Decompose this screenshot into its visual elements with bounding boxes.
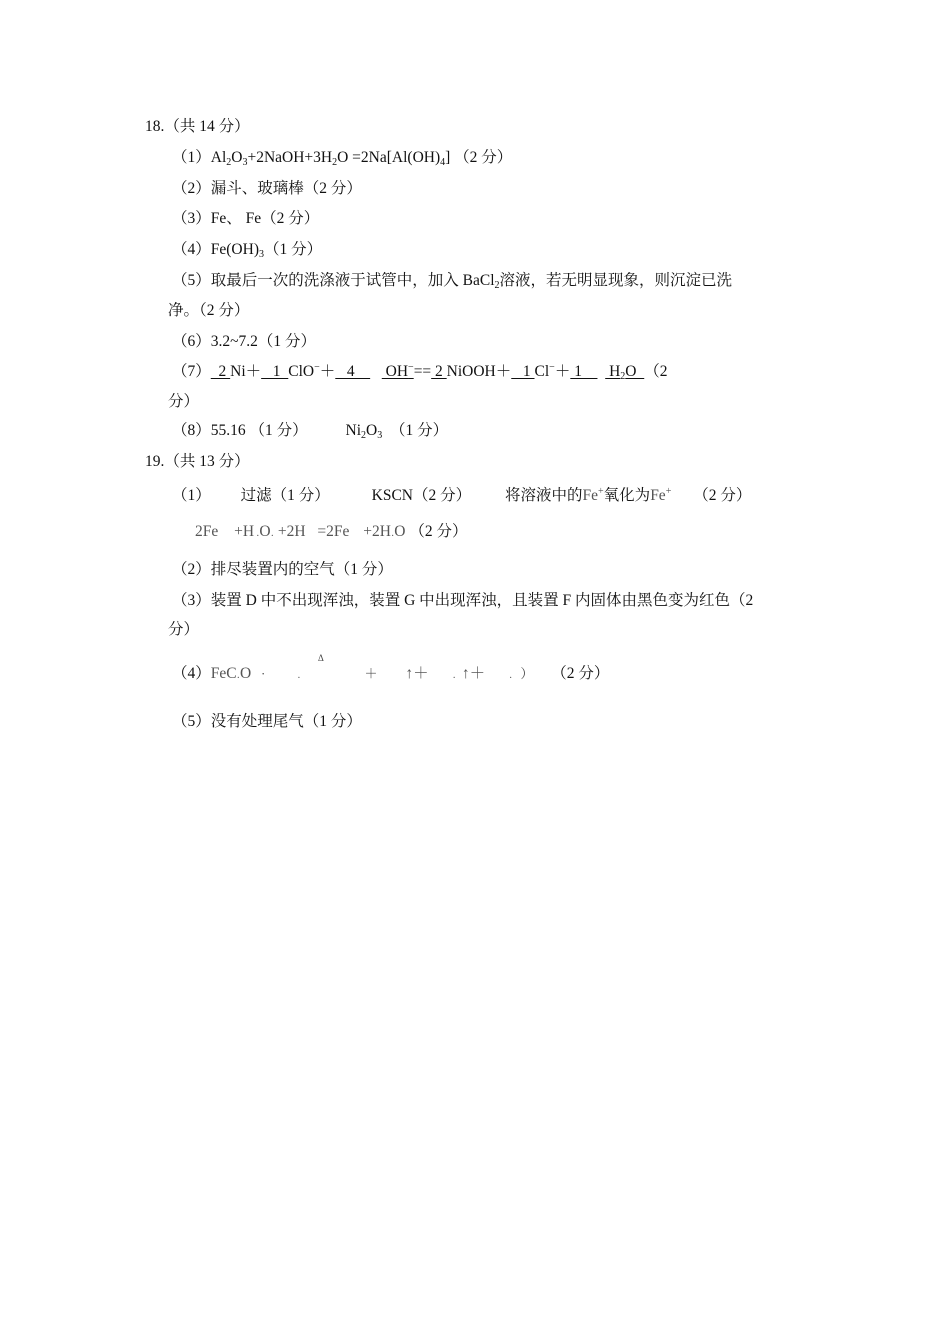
q18-part4: $(4)Fe(OH)_3(1$ 分） (172, 241, 323, 260)
q19-part3: （3）装置 D 中不出现浑浊，装置 G 中出现浑浊，且装置 F 内固体由黑色变为红色（2 (172, 592, 754, 609)
q18-part3: （3）Fe、 Fe（2 分） (172, 210, 320, 227)
q19-part4: （4）FeC$_\cdot$O · $_\cdot$ ＋ ↑＋ $_\cdot$ ↑＋ $_\cdot$ ） （2 分） (172, 665, 610, 684)
q18-part5-cont: 净。（2 分） (168, 302, 250, 319)
q18-part7-cont: 分） (168, 393, 200, 410)
q19-part2: （2）排尽装置内的空气（1 分） (172, 561, 393, 578)
q18-part1: $(1)Al_2O_3+2NaOH+3H_2O =2Na[Al(OH)_4]$ （2 分） (172, 149, 513, 168)
q19-part1-equation: 2Fe +H $_\cdot O_\cdot +2H =2Fe +2H_\cdot O$ （2 分） (195, 523, 468, 542)
q18-header: 18.（共 14 分） (145, 118, 250, 135)
q19-part1: （1） 过滤（1 分） KSCN（2 分） 将溶液中的Fe+氧化为Fe+ （2 分） (172, 486, 752, 504)
q18-part2: （2）漏斗、玻璃棒（2 分） (172, 180, 362, 197)
q19-part4-heat-sign: Δ (318, 653, 324, 663)
q19-part5: （5）没有处理尾气（1 分） (172, 713, 362, 730)
q18-part7: （7） 2 Ni＋ 1 ClO−＋ 4 OH−== 2 NiOOH＋ 1 Cl−＋ 1 $H_2O$ （2 (172, 362, 668, 382)
q18-part5: （5）取最后一次的洗涤液于试管中，加入 BaCl$_2$溶液，若无明显现象，则沉淀已洗 (172, 272, 733, 291)
q19-header: 19.（共 13 分） (145, 453, 250, 470)
q18-part8: （8）55.16 （1 分） $Ni_2O_3$ （1 分） (172, 422, 449, 441)
q18-part6: （6）3.2~7.2（1 分） (172, 333, 317, 350)
q19-part3-cont: 分） (168, 621, 200, 638)
